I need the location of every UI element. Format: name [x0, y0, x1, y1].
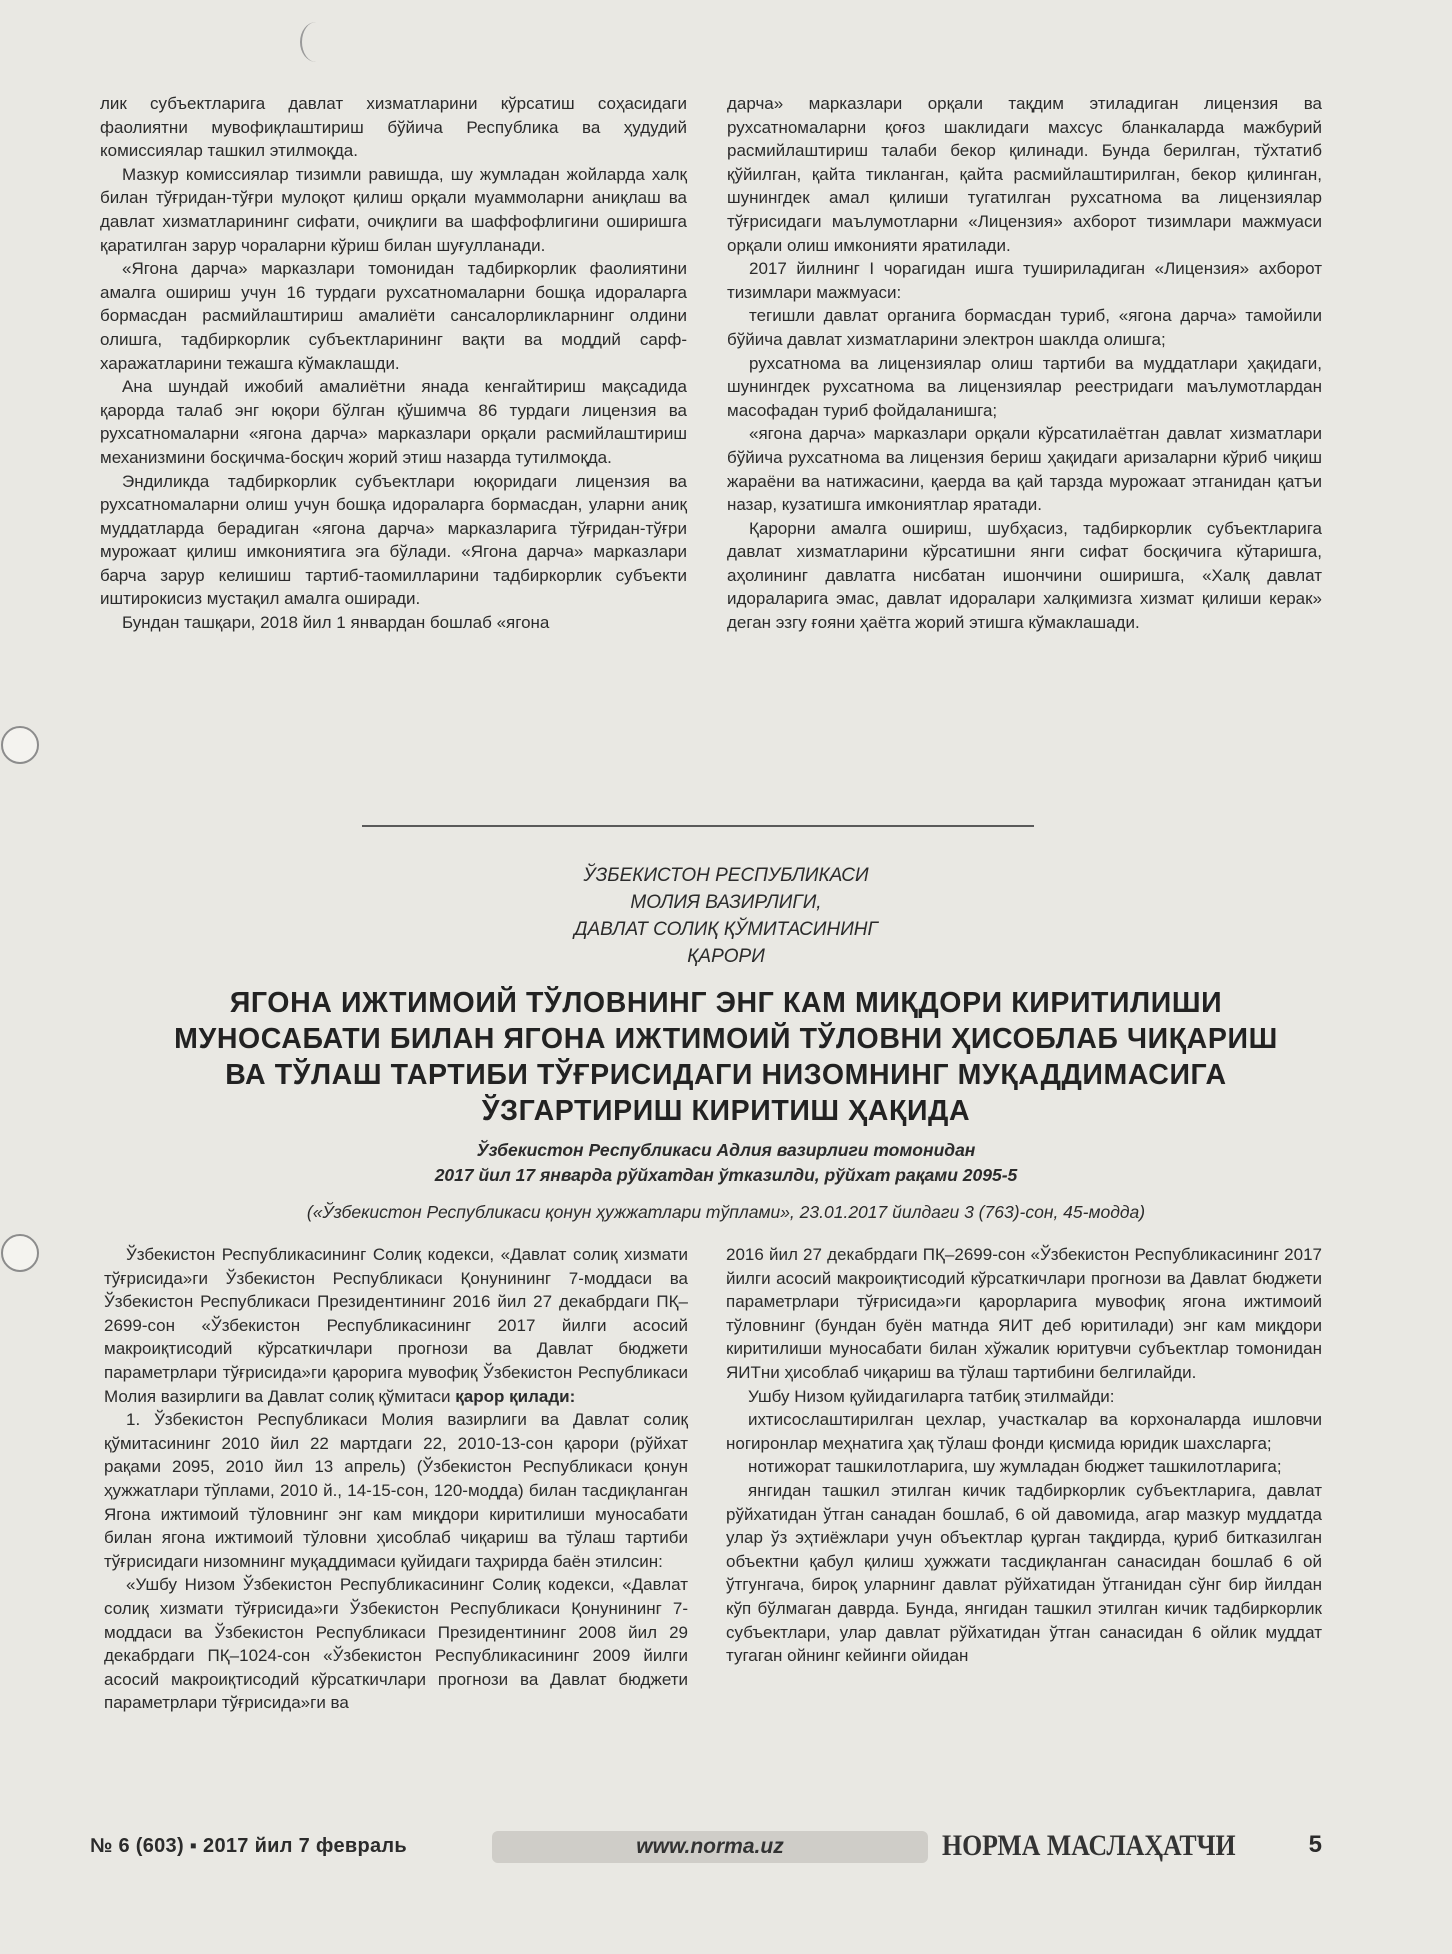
- paragraph: «ягона дарча» марказлари орқали кўрсатилаётган давлат хизматлари бўйича рухсатнома ва лицензия бериш ҳақидаги аризаларни кўриб чиқиш жараёни ва натижасини, қаерда ва қай тарзда мурожаат этганидан қатъи назар, кузатишга имкониятлар яратади.: [727, 424, 1322, 515]
- paragraph: Эндиликда тадбиркорлик субъектлари юқоридаги лицензия ва рухсатномаларни олиш учун бошқа идораларга бормасдан, уларни аниқ муддатларда берадиган «ягона дарча» марказларига тўғридан-тўғри мурожаат қилиш имкониятига эга бўлади. «Ягона дарча» марказлари барча зарур келишиш тартиб-таомилларини тадбиркорлик субъекти иштирокисиз мустақил амалга оширади.: [100, 471, 687, 609]
- source-citation: («Ўзбекистон Республикаси қонун ҳужжатлари тўплами», 23.01.2017 йилдаги 3 (763)-сон, 45-модда): [306, 1202, 1146, 1222]
- decision-phrase: қарор қилади:: [455, 1386, 576, 1406]
- issuer-line: ҚАРОРИ: [687, 946, 765, 967]
- registration-line: 2017 йил 17 январда рўйхатдан ўтказилди, рўйхат рақами 2095-5: [434, 1165, 1018, 1185]
- magazine-name: НОРМА МАСЛАҲАТЧИ: [942, 1829, 1236, 1862]
- paragraph: Мазкур комиссиялар тизимли равишда, шу жумладан жойларда халқ билан тўғридан-тўғри мулоқот қилиш орқали муаммоларни аниқлаш ва давлат хизматларининг сифати, очиқлиги ва шаффофлигини оширишга қаратилган зарур чораларни кўриш билан шуғулланади.: [100, 164, 687, 255]
- title-line: ЯГОНА ИЖТИМОИЙ ТЎЛОВНИНГ ЭНГ КАМ МИҚДОРИ КИРИТИЛИШИ: [229, 987, 1223, 1019]
- issuer-line: ЎЗБЕКИСТОН РЕСПУБЛИКАСИ: [583, 865, 869, 886]
- decree-column-left: [104, 1243, 688, 1715]
- paragraph-text: Ўзбекистон Республикасининг Солиқ кодекси, «Давлат солиқ хизмати тўғрисида»ги Ўзбекистон Республикаси Қонунининг 7-моддаси ва Ўзбекистон Республикаси Президентининг 2016 йил 27 декабрдаги ПҚ–2699-сон «Ўзбекистон Республикасининг 2017 йилги асосий макроиқтисодий кўрсаткичлари прогнози ва Давлат бюджети параметрлари тўғрисида»ги қарорига мувофиқ Ўзбекистон Республикаси Молия вазирлиги ва Давлат солиқ қўмитаси: [104, 1245, 688, 1406]
- title-line: МУНОСАБАТИ БИЛАН ЯГОНА ИЖТИМОИЙ ТЎЛОВНИ ҲИСОБЛАБ ЧИҚАРИШ: [174, 1023, 1278, 1055]
- paragraph: рухсатнома ва лицензиялар олиш тартиби ва муддатлари ҳақидаги, шунингдек рухсатнома ва лицензиялар реестридаги маълумотлардан масофадан туриб фойдаланишга;: [727, 353, 1322, 420]
- issuer-line: ДАВЛАТ СОЛИҚ ҚЎМИТАСИНИНГ: [574, 919, 878, 940]
- section-divider: [362, 825, 1034, 827]
- page-number: 5: [1308, 1831, 1322, 1858]
- title-line: ВА ТЎЛАШ ТАРТИБИ ТЎҒРИСИДАГИ НИЗОМНИНГ МУҚАДДИМАСИГА: [225, 1059, 1227, 1091]
- registration-line: Ўзбекистон Республикаси Адлия вазирлиги томонидан: [476, 1140, 976, 1160]
- paragraph: Ана шундай ижобий амалиётни янада кенгайтириш мақсадида қарорда талаб энг юқори бўлган қўшимча 86 турдаги лицензия ва рухсатномаларни «ягона дарча» марказлари орқали расмийлаштириш механизмини босқичма-босқич жорий этиш назарда тутилмоқда.: [100, 377, 687, 467]
- paragraph: Бундан ташқари, 2018 йил 1 январдан бошлаб «ягона: [122, 613, 550, 633]
- paragraph: тегишли давлат органига бормасдан туриб, «ягона дарча» тамойили бўйича давлат хизматларини электрон шаклда олишга;: [727, 306, 1322, 349]
- paragraph: Қарорни амалга ошириш, шубҳасиз, тадбиркорлик субъектларига давлат хизматларини кўрсатишни янги сифат босқичига кўтаришга, аҳолининг давлатга нисбатан ишончини оширишга, «Халқ давлат идораларига эмас, давлат идоралари халқимизга хизмат қилиши керак» деган эзгу ғояни ҳаётга жорий этишга кўмаклашади.: [727, 518, 1322, 633]
- document-title: [70, 985, 1382, 1129]
- punch-hole-bottom: [1, 1234, 39, 1272]
- paragraph: лик субъектларига давлат хизматларини кўрсатиш соҳасидаги фаолиятни мувофиқлаштириш бўйича Республика ва ҳудудий комиссиялар ташкил этилмоқда.: [100, 94, 687, 161]
- title-line: ЎЗГАРТИРИШ КИРИТИШ ҲАҚИДА: [481, 1095, 971, 1127]
- paragraph: «Ушбу Низом Ўзбекистон Республикасининг Солиқ кодекси, «Давлат солиқ хизмати тўғрисида»ги Ўзбекистон Республикаси Қонунининг 7-моддаси ва Ўзбекистон Республикаси Президентининг 2008 йил 29 декабрдаги ПҚ–1024-сон «Ўзбекистон Республикасининг 2009 йилги асосий макроиқтисодий кўрсаткичлари прогнози ва Давлат бюджети параметрлари тўғрисида»ги ва: [104, 1575, 688, 1713]
- decree-column-right: [726, 1243, 1322, 1668]
- paragraph: дарча» марказлари орқали тақдим этиладиган лицензия ва рухсатномаларни қоғоз шаклидаги махсус бланкаларда мажбурий расмийлаштириш талаби бекор қилинади. Бунда берилган, тўхтатиб қўйилган, қайта тикланган, қайта расмийлаштирилган, бекор қилинган, шунингдек амал қилиши тугатилган рухсатнома ва лицензиялар тўғрисидаги маълумотларни «Лицензия» ахборот тизимлари мажмуаси орқали олиш имконияти яратилади.: [727, 94, 1322, 255]
- article-column-top-right: [727, 92, 1322, 635]
- page-footer: [82, 1827, 1330, 1867]
- issuer-line: МОЛИЯ ВАЗИРЛИГИ,: [630, 892, 822, 913]
- registration-note: [200, 1138, 1252, 1188]
- paragraph: янгидан ташкил этилган кичик тадбиркорлик субъектларига, давлат рўйхатидан ўтган санадан бошлаб, 6 ой давомида, агар мазкур муддатда улар ўз эҳтиёжлари учун объектлар қурган тақдирда, қуриб битказилган объектни қабул қилиш ҳужжати тасдиқланган санасидан бошлаб 6 ой ўтгунгача, бироқ уларнинг давлат рўйхатидан ўтганидан сўнг бир йилдан кўп бўлмаган даврда. Бунда, янгидан ташкил этилган кичик тадбиркорлик субъектлари, улар давлат рўйхатидан ўтган санасидан 6 ойлик муддат тугаган ойнинг кейинги ойидан: [726, 1480, 1322, 1666]
- paragraph: Ушбу Низом қуйидагиларга татбиқ этилмайди:: [748, 1386, 1115, 1406]
- punch-hole-top: [1, 726, 39, 764]
- page-edge-mark: [300, 22, 332, 62]
- paragraph: ихтисослаштирилган цехлар, участкалар ва корхоналарда ишловчи ногиронлар меҳнатига ҳақ тўлаш фонди қисмида юридик шахсларга;: [726, 1410, 1322, 1453]
- article-column-top-left: [100, 92, 687, 635]
- paragraph: 2017 йилнинг I чорагидан ишга тушириладиган «Лицензия» ахборот тизимлари мажмуаси:: [727, 259, 1322, 302]
- issue-info: № 6 (603) ▪ 2017 йил 7 февраль: [90, 1835, 407, 1857]
- paragraph: [104, 1243, 688, 1408]
- paragraph: 1. Ўзбекистон Республикаси Молия вазирлиги ва Давлат солиқ қўмитасининг 2010 йил 22 мартдаги 22, 2010-13-сон қарори (рўйхат рақами 2095, 2010 йил 13 апрель) (Ўзбекистон Республикаси қонун ҳужжатлари тўплами, 2010 й., 14-15-сон, 120-модда) билан тасдиқланган Ягона ижтимоий тўловнинг энг кам миқдори киритилиши муносабати билан ягона ижтимоий тўловни ҳисоблаб чиқариш ва тўлаш тартиби тўғрисидаги низомнинг муқаддимаси қуйидаги таҳрирда баён этилсин:: [104, 1410, 688, 1571]
- paragraph: нотижорат ташкилотларига, шу жумладан бюджет ташкилотларига;: [748, 1457, 1282, 1477]
- website-link[interactable]: www.norma.uz: [636, 1835, 784, 1858]
- paragraph: 2016 йил 27 декабрдаги ПҚ–2699-сон «Ўзбекистон Республикасининг 2017 йилги асосий макроиқтисодий кўрсаткичлари прогнози ва Давлат бюджети параметрлари тўғрисида»ги қарорларига мувофиқ ягона ижтимоий тўловнинг (бундан буён матнда ЯИТ деб юритилади) энг кам миқдори киритилиши муносабати билан хўжалик юритувчи субъектлар томонидан ЯИТни ҳисоблаб чиқариш ва тўлаш тартибини белгилайди.: [726, 1245, 1322, 1382]
- url-banner: [492, 1831, 928, 1863]
- issuer-block: [200, 862, 1252, 970]
- paragraph: «Ягона дарча» марказлари томонидан тадбиркорлик фаолиятини амалга ошириш учун 16 турдаги рухсатномаларни бошқа идораларга бормасдан расмийлаштириш амалиёти сансалорликларнинг олдини олишга, тадбиркорлик субъектларининг вақти ва моддий сарф-харажатларини тежашга кўмаклашди.: [100, 259, 687, 373]
